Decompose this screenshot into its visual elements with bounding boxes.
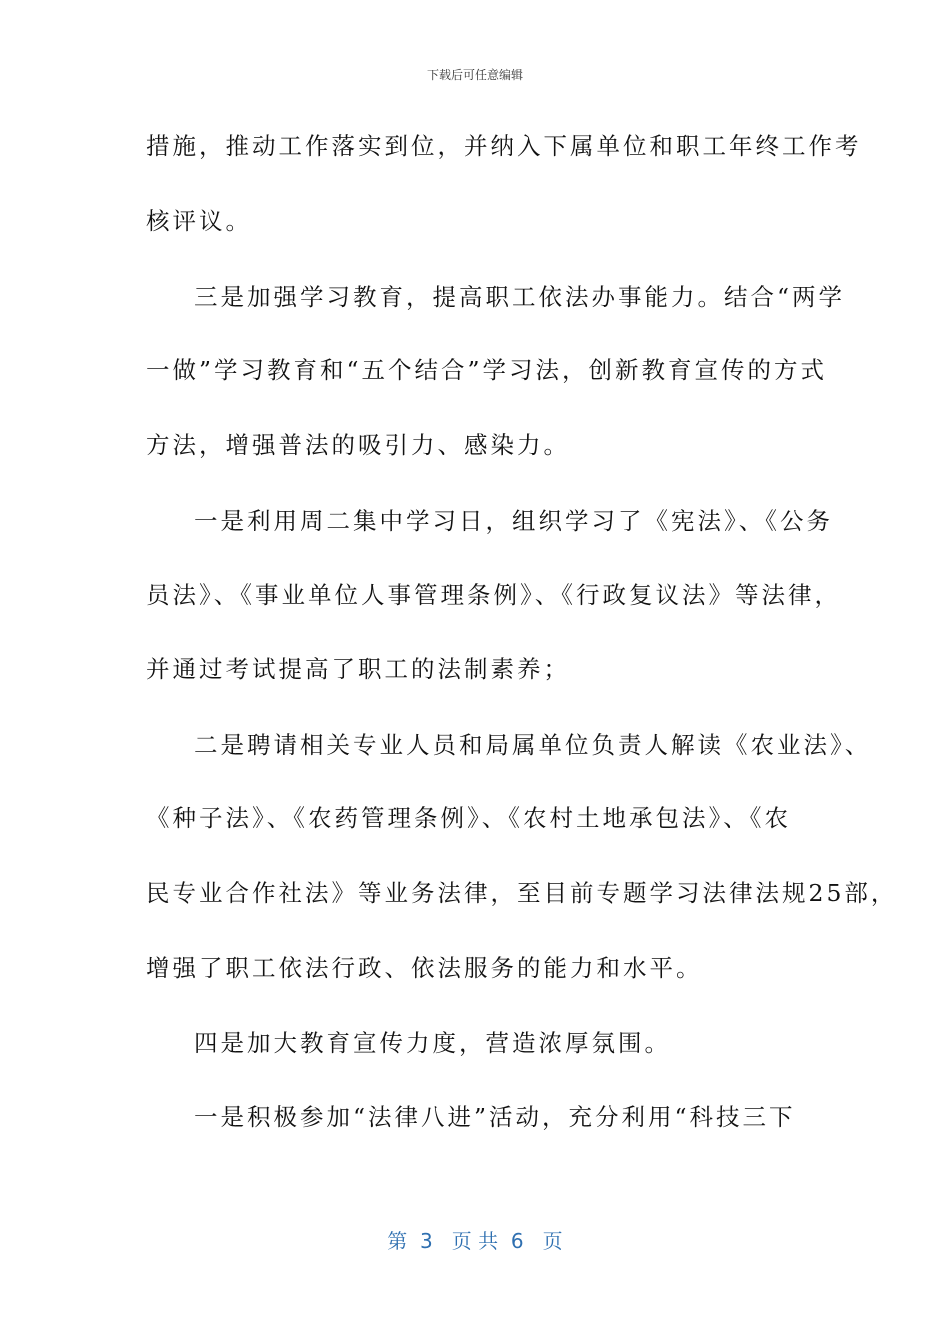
body-line-2: 核评议。 — [146, 207, 252, 235]
body-line-9: 二是聘请相关专业人员和局属单位负责人解读《农业法》、 — [194, 731, 872, 759]
body-line-4: 一做”学习教育和“五个结合”学习法，创新教育宣传的方式 — [146, 356, 828, 384]
body-line-8: 并通过考试提高了职工的法制素养； — [146, 655, 570, 683]
body-line-12: 增强了职工依法行政、依法服务的能力和水平。 — [146, 954, 703, 982]
body-line-1: 措施，推动工作落实到位，并纳入下属单位和职工年终工作考 — [146, 132, 862, 160]
body-line-3: 三是加强学习教育，提高职工依法办事能力。结合“两学 — [194, 283, 846, 311]
body-line-5: 方法，增强普法的吸引力、感染力。 — [146, 431, 570, 459]
body-line-6: 一是利用周二集中学习日，组织学习了《宪法》、《公务 — [194, 507, 833, 535]
body-line-7: 员法》、《事业单位人事管理条例》、《行政复议法》等法律， — [146, 581, 841, 609]
page-number-footer: 第 3 页 共 6 页 — [387, 1229, 563, 1253]
body-line-10: 《种子法》、《农药管理条例》、《农村土地承包法》、《农 — [146, 804, 791, 832]
page-header-note: 下载后可任意编辑 — [426, 68, 523, 82]
body-line-13: 四是加大教育宣传力度，营造浓厚氛围。 — [194, 1029, 671, 1057]
body-line-11: 民专业合作社法》等业务法律，至目前专题学习法律法规25部， — [146, 879, 898, 907]
body-line-14: 一是积极参加“法律八进”活动，充分利用“科技三下 — [194, 1103, 796, 1131]
